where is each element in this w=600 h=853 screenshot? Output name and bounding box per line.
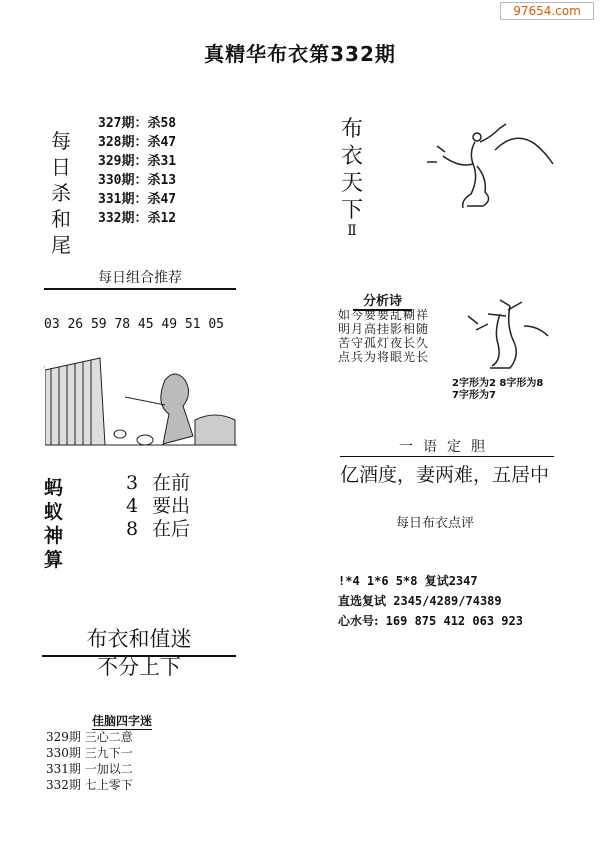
shape-notes (452, 378, 543, 402)
ant-text: 在后 (152, 518, 191, 540)
combo-row: 03 26 59 78 45 49 51 05 (44, 317, 225, 332)
ant-text: 要出 (152, 495, 191, 517)
daily-kill-char: 日 (51, 155, 71, 179)
shape-note: 2字形为2 8字形为8 (452, 378, 544, 389)
scholar-scene-illustration (45, 350, 237, 450)
shape-note: 7字形为7 (452, 390, 496, 401)
kill-row: 332期：杀12 (98, 211, 177, 226)
brand-char: 布 (340, 117, 363, 142)
ant-number: 4 (126, 495, 139, 517)
daily-kill-label (48, 128, 74, 258)
brand-char: 下 (340, 198, 363, 223)
poem-line: 点兵为将眼光长 (338, 350, 430, 364)
ant-char: 蚂 (44, 477, 64, 499)
ant-number: 3 (126, 472, 139, 494)
direct-pick-label: 直选复试 (338, 594, 387, 608)
poem-line: 明月高挂影相随 (338, 322, 430, 336)
four-char-list (46, 729, 133, 793)
heart-pick-row (338, 611, 523, 631)
direct-pick-row (338, 591, 523, 611)
combo-title: 每日组合推荐 (44, 267, 236, 290)
brand-char: 衣 (340, 144, 363, 169)
heart-pick-value: 169 875 412 063 923 (385, 614, 523, 628)
ant-char: 蚁 (44, 501, 64, 523)
direct-pick-value: 2345/4289/74389 (393, 594, 502, 608)
value-riddle-title: 布衣和值迷 (42, 623, 236, 657)
poem-line: 苦守孤灯夜长久 (338, 336, 430, 350)
one-word-text: 亿酒度，妻两难，五居中 (340, 464, 550, 486)
ant-list (126, 472, 190, 541)
number-picks (338, 571, 523, 631)
daily-kill-char: 尾 (51, 233, 71, 257)
one-word-title: 一语定胆 (340, 436, 554, 457)
kill-row: 331期：杀47 (98, 192, 177, 207)
four-char-row: 329期 三心二意 (46, 730, 133, 744)
kill-row: 327期：杀58 (98, 116, 177, 131)
kill-row: 328期：杀47 (98, 135, 177, 150)
ant-row (126, 518, 190, 541)
analysis-poem (338, 308, 429, 364)
four-char-row: 332期 七上零下 (46, 778, 133, 792)
four-char-title: 佳脑四字迷 (92, 714, 153, 728)
ant-text: 在前 (152, 472, 191, 494)
figure-sketch-illustration (425, 122, 555, 212)
daily-kill-char: 和 (51, 207, 71, 231)
four-char-row: 330期 三九下一 (46, 746, 133, 760)
daily-kill-char: 杀 (51, 181, 71, 205)
kill-row: 329期：杀31 (98, 154, 177, 169)
ant-char: 神 (44, 525, 64, 547)
ant-row (126, 495, 190, 518)
ant-label (44, 476, 68, 572)
poem-line: 如今要要乱糊祥 (338, 308, 430, 322)
ant-number: 8 (126, 518, 139, 540)
kill-row: 330期：杀13 (98, 173, 177, 188)
daily-comment-title: 每日布衣点评 (396, 516, 475, 531)
analysis-title: 分析诗 (353, 290, 412, 311)
daily-kill-list (98, 114, 176, 228)
page-title: 真精华布衣第332期 (204, 42, 396, 66)
brand-char: 天 (340, 171, 363, 196)
site-watermark: 97654.com (500, 2, 594, 20)
four-char-row: 331期 一加以二 (46, 762, 133, 776)
heart-pick-label: 心水号: (338, 614, 379, 628)
ant-row (126, 472, 190, 495)
picks-line: !*4 1*6 5*8 复试2347 (338, 574, 478, 588)
value-riddle-answer: 不分上下 (97, 655, 181, 679)
ant-char: 算 (44, 549, 64, 571)
daily-kill-char: 每 (51, 129, 71, 153)
brand-char: Ⅱ (347, 223, 357, 239)
tree-figure-illustration (448, 296, 558, 376)
brand-vertical-title (338, 116, 366, 238)
